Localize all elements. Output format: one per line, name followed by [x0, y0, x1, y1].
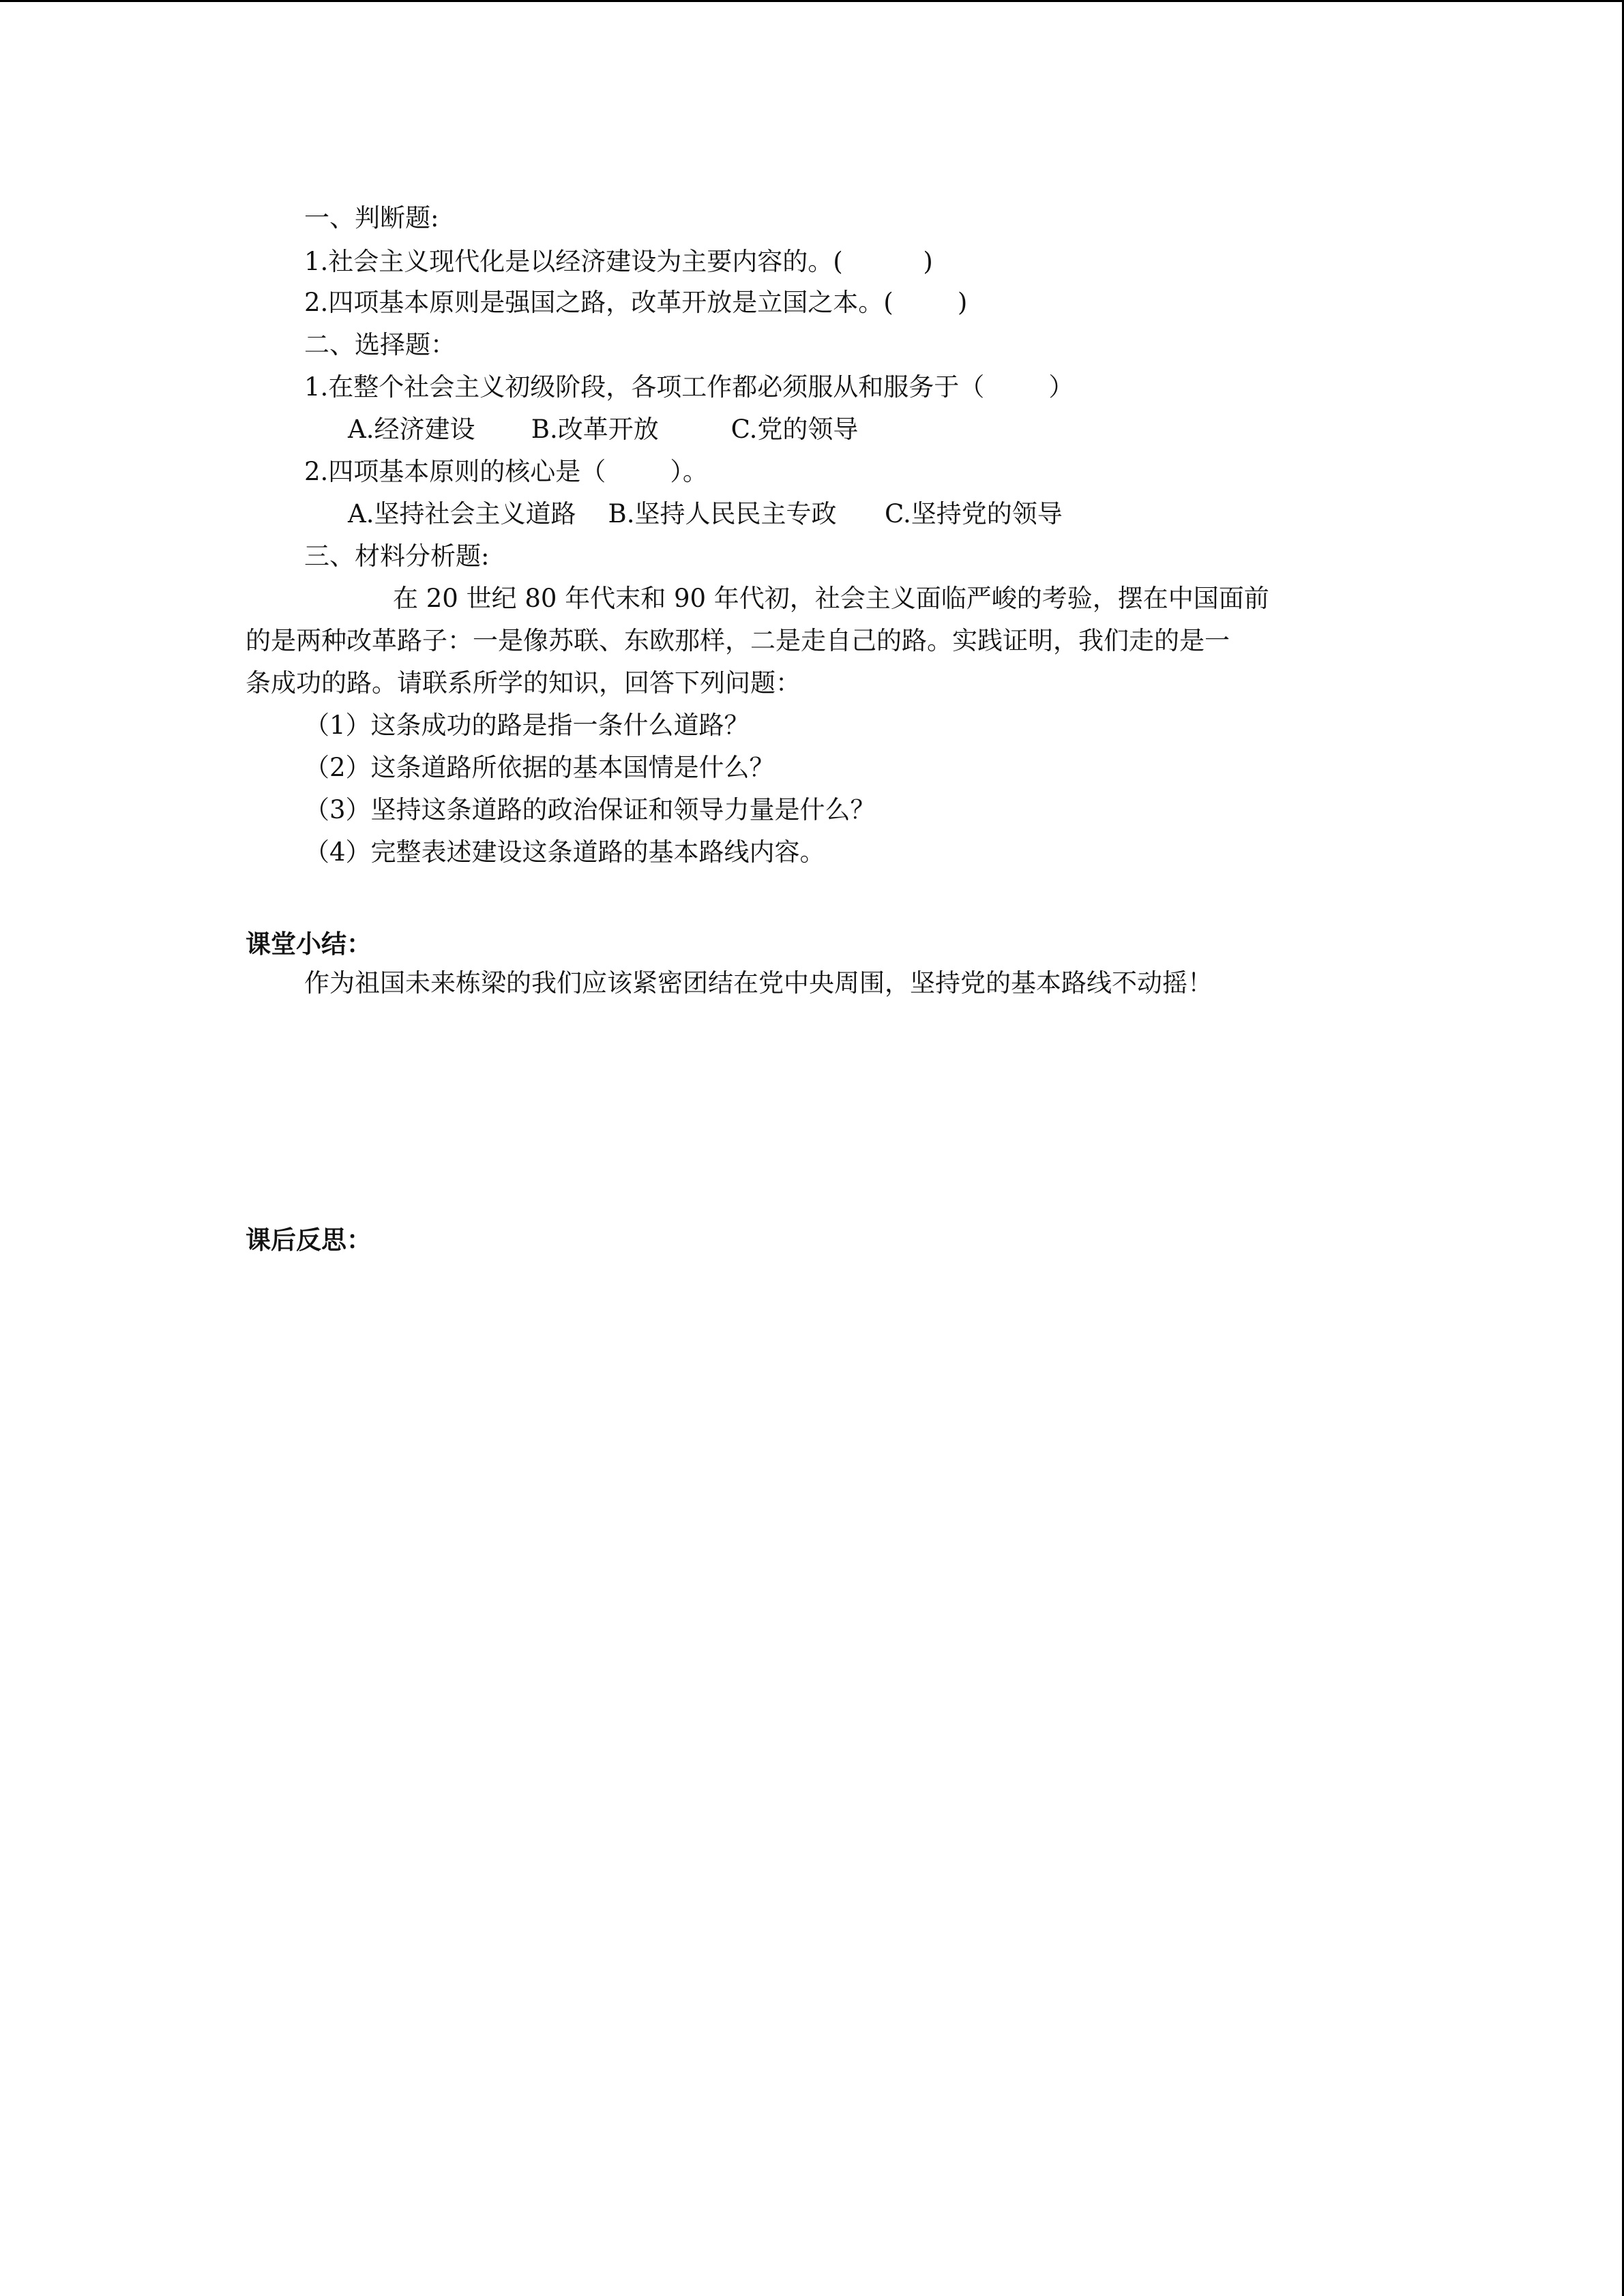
material-paragraph-line-1: 在 20 世纪 80 年代末和 90 年代初，社会主义面临严峻的考验，摆在中国面前: [393, 584, 1269, 613]
judgment-question-2: 2.四项基本原则是强国之路，改革开放是立国之本。( ): [304, 288, 968, 317]
reflection-heading: 课后反思：: [246, 1225, 372, 1255]
material-paragraph-line-2: 的是两种改革路子：一是像苏联、东欧那样，二是走自己的路。实践证明，我们走的是一: [246, 626, 1230, 655]
material-paragraph-line-3: 条成功的路。请联系所学的知识，回答下列问题：: [246, 668, 801, 698]
material-subquestion-1: （1）这条成功的路是指一条什么道路？: [304, 711, 750, 740]
choice-question-2: 2.四项基本原则的核心是（ ）。: [304, 457, 708, 486]
choice-question-1: 1.在整个社会主义初级阶段，各项工作都必须服从和服务于（ ）: [304, 372, 1074, 402]
choice-question-2-options: A.坚持社会主义道路 B.坚持人民民主专政 C.坚持党的领导: [348, 499, 1063, 528]
judgment-question-1: 1.社会主义现代化是以经济建设为主要内容的。( ): [304, 247, 933, 276]
material-subquestion-2: （2）这条道路所依据的基本国情是什么？: [304, 753, 775, 782]
section-judgment-heading: 一、判断题:: [304, 203, 439, 233]
section-choice-heading: 二、选择题：: [304, 330, 456, 359]
section-material-heading: 三、材料分析题:: [304, 541, 490, 571]
summary-text: 作为祖国未来栋梁的我们应该紧密团结在党中央周围，坚持党的基本路线不动摇！: [304, 968, 1213, 998]
material-subquestion-3: （3）坚持这条道路的政治保证和领导力量是什么？: [304, 795, 876, 824]
page-border-top: [0, 0, 1624, 2]
choice-question-1-options: A.经济建设 B.改革开放 C.党的领导: [348, 415, 859, 444]
material-subquestion-4: （4）完整表述建设这条道路的基本路线内容。: [304, 837, 825, 867]
summary-heading: 课堂小结：: [246, 929, 372, 959]
